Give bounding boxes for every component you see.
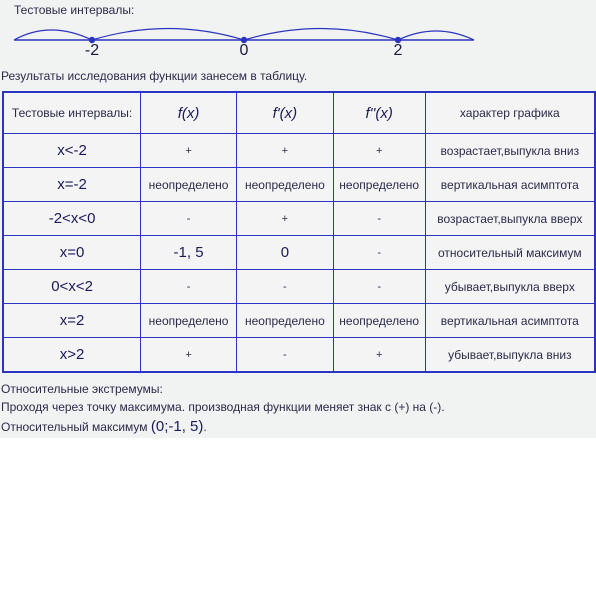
f-double-prime-cell: + — [333, 134, 425, 168]
interval-arc — [14, 30, 92, 40]
extrema-heading: Относительные экстремумы: — [1, 382, 163, 396]
f-cell: неопределено — [141, 304, 237, 338]
table-row — [3, 168, 595, 202]
f-cell: - — [141, 202, 237, 236]
f-prime-cell: неопределено — [236, 304, 333, 338]
header-intervals: Тестовые интервалы: — [3, 92, 141, 134]
results-table — [2, 91, 596, 373]
f-cell: + — [141, 134, 237, 168]
relative-maximum-line — [1, 418, 207, 435]
f-cell: -1, 5 — [141, 236, 237, 270]
f-prime-cell: - — [236, 338, 333, 373]
interval-arc — [92, 29, 244, 41]
table-row — [3, 304, 595, 338]
f-double-prime-cell: - — [333, 270, 425, 304]
graph-character-cell: вертикальная асимптота — [425, 304, 595, 338]
f-double-prime-cell: - — [333, 202, 425, 236]
graph-character-cell: возрастает,выпукла вверх — [425, 202, 595, 236]
interval-cell: x>2 — [3, 338, 141, 373]
f-double-prime-cell: - — [333, 236, 425, 270]
f-prime-cell: неопределено — [236, 168, 333, 202]
graph-character-cell: убывает,выпукла вниз — [425, 338, 595, 373]
maximum-point: (0;-1, 5) — [150, 418, 204, 435]
table-row — [3, 338, 595, 373]
header-f-prime: f'(x) — [236, 92, 333, 134]
graph-character-cell: возрастает,выпукла вниз — [425, 134, 595, 168]
intervals-heading: Тестовые интервалы: — [14, 3, 135, 17]
sentence-end: . — [203, 420, 207, 434]
graph-character-cell: убывает,выпукла вверх — [425, 270, 595, 304]
interval-arc — [398, 31, 474, 40]
interval-cell: x=0 — [3, 236, 141, 270]
intro-text: Результаты исследования функции занесем в таблицу. — [1, 69, 308, 83]
interval-cell: x<-2 — [3, 134, 141, 168]
header-f: f(x) — [141, 92, 237, 134]
f-double-prime-cell: неопределено — [333, 304, 425, 338]
header-graph-character: характер графика — [425, 92, 595, 134]
f-prime-cell: + — [236, 134, 333, 168]
table-row — [3, 270, 595, 304]
graph-character-cell: вертикальная асимптота — [425, 168, 595, 202]
interval-cell: -2<x<0 — [3, 202, 141, 236]
point-label: 0 — [239, 42, 249, 59]
header-f-double-prime: f''(x) — [333, 92, 425, 134]
f-prime-cell: + — [236, 202, 333, 236]
graph-character-cell: относительный максимум — [425, 236, 595, 270]
f-cell: - — [141, 270, 237, 304]
f-double-prime-cell: неопределено — [333, 168, 425, 202]
f-prime-cell: - — [236, 270, 333, 304]
relative-maximum-label: Относительный максимум — [1, 420, 151, 434]
interval-arc — [244, 29, 398, 41]
extrema-explanation: Проходя через точку максимума. производная функции меняет знак с (+) на (-). — [1, 400, 445, 414]
point-label: -2 — [84, 42, 100, 59]
point-label: 2 — [393, 42, 403, 59]
f-prime-cell: 0 — [236, 236, 333, 270]
table-header-row — [3, 92, 595, 134]
interval-cell: 0<x<2 — [3, 270, 141, 304]
table-row — [3, 134, 595, 168]
f-cell: неопределено — [141, 168, 237, 202]
interval-cell: x=2 — [3, 304, 141, 338]
interval-cell: x=-2 — [3, 168, 141, 202]
table-row — [3, 236, 595, 270]
f-cell: + — [141, 338, 237, 373]
f-double-prime-cell: + — [333, 338, 425, 373]
table-row — [3, 202, 595, 236]
